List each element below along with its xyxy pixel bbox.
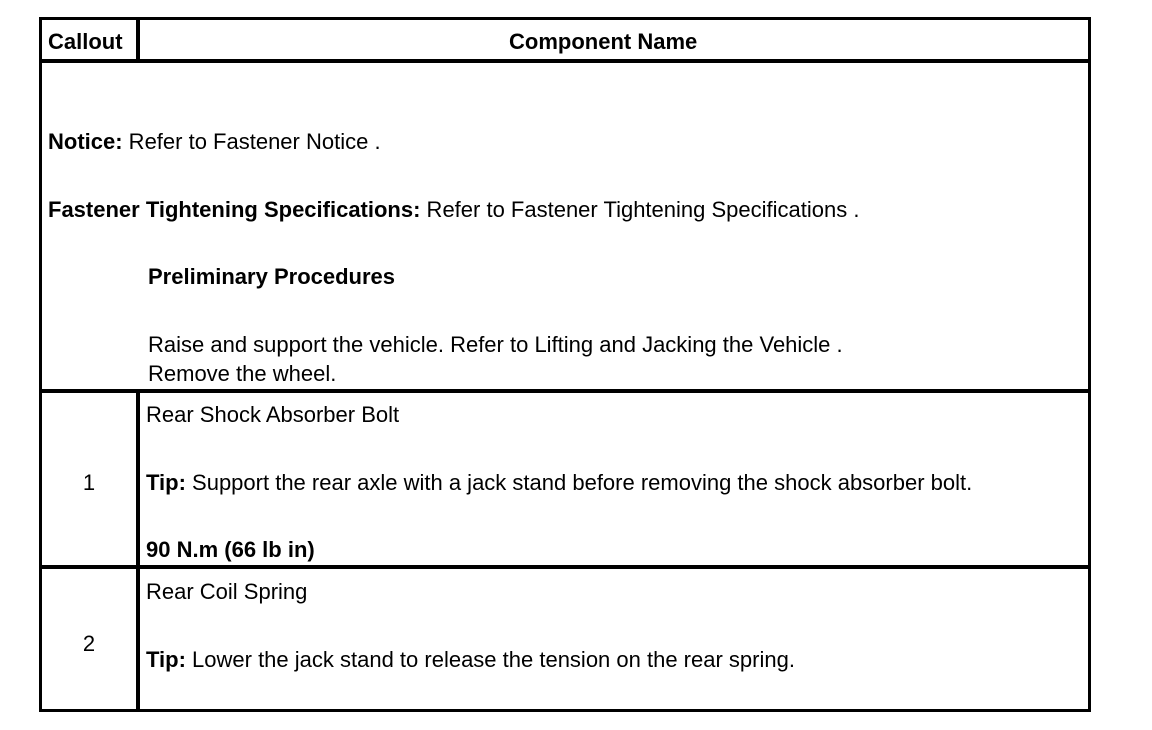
- component-name-column-header: Component Name: [509, 29, 698, 54]
- callout-number: 2: [82, 631, 96, 656]
- column-divider: [136, 393, 140, 709]
- fastener-spec-text: Refer to Fastener Tightening Specifications .: [420, 197, 860, 222]
- preliminary-step: Raise and support the vehicle. Refer to Lifting and Jacking the Vehicle .: [148, 332, 843, 357]
- callout-column-header: Callout: [48, 29, 123, 54]
- component-name: Rear Shock Absorber Bolt: [146, 402, 400, 427]
- notice-label: Notice:: [48, 129, 123, 154]
- preliminary-step: Remove the wheel.: [148, 361, 337, 386]
- notice-line: [48, 129, 381, 155]
- column-divider: [136, 20, 140, 63]
- tip-line: [146, 470, 972, 496]
- callout-number: 1: [82, 470, 96, 495]
- torque-spec: 90 N.m (66 lb in): [146, 537, 315, 562]
- notice-text: Refer to Fastener Notice .: [122, 129, 381, 154]
- tip-label: Tip:: [146, 647, 186, 672]
- procedure-table: [39, 17, 1091, 712]
- fastener-spec-label: Fastener Tightening Specifications:: [48, 197, 421, 222]
- tip-line: [146, 647, 795, 673]
- tip-label: Tip:: [146, 470, 186, 495]
- tip-text: Lower the jack stand to release the tension on the rear spring.: [185, 647, 795, 672]
- tip-text: Support the rear axle with a jack stand before removing the shock absorber bolt.: [185, 470, 973, 495]
- preliminary-procedures-title: Preliminary Procedures: [148, 264, 396, 289]
- component-name: Rear Coil Spring: [146, 579, 308, 604]
- fastener-spec-line: [48, 197, 859, 223]
